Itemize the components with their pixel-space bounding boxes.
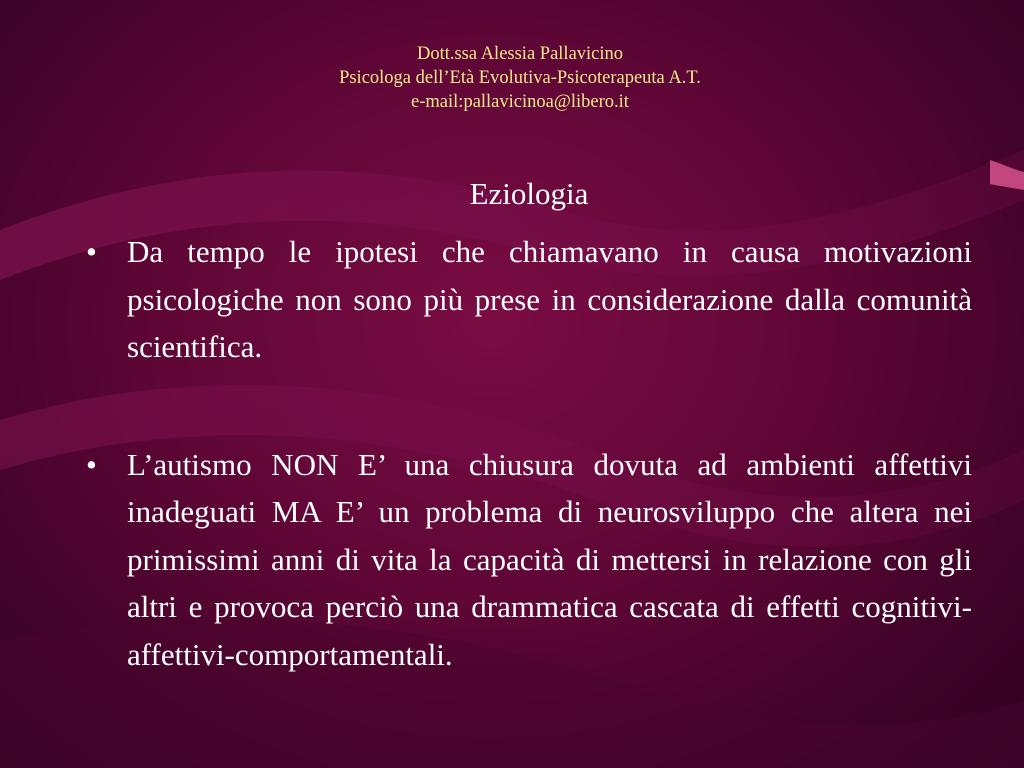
bullet-text: Da tempo le ipotesi che chiamavano in causa motivazioni psicologiche non sono più prese in considerazione dalla comunità scientifica. <box>127 234 972 364</box>
bullet-icon: • <box>86 234 97 269</box>
bullet-item <box>82 441 972 679</box>
bullet-item <box>82 228 972 371</box>
presenter-email: e-mail:pallavicinoa@libero.it <box>411 92 629 112</box>
presenter-role: Psicologa dell’Età Evolutiva-Psicoterapeuta A.T. <box>339 68 701 88</box>
slide-title: Eziologia <box>469 176 589 211</box>
presenter-header <box>0 42 1024 114</box>
presenter-name: Dott.ssa Alessia Pallavicino <box>416 44 624 64</box>
bullet-list <box>82 228 972 678</box>
bullet-text: L’autismo NON E’ una chiusura dovuta ad ambienti affettivi inadeguati MA E’ un problema di neurosviluppo che altera nei primissimi anni di vita la capacità di mettersi in relazione con gli altri e provoca perciò una drammatica cascata di effetti cognitivi-affettivi-comportamentali. <box>127 446 972 672</box>
bullet-icon: • <box>86 446 97 482</box>
